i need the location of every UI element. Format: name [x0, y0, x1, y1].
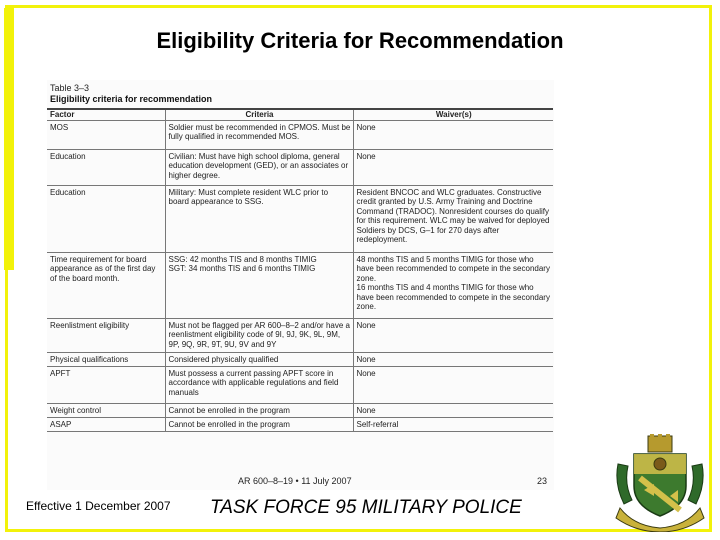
table-row	[47, 149, 553, 185]
cell-factor: Reenlistment eligibility	[47, 318, 165, 352]
cell-factor: Education	[47, 149, 165, 185]
cell-factor: Education	[47, 185, 165, 252]
cell-criteria: Must not be flagged per AR 600–8–2 and/or have a reenlistment eligibility code of 9I, 9J, 9K, 9L, 9M, 9P, 9Q, 9R, 9T, 9U, 9V and 9Y	[165, 318, 353, 352]
cell-criteria: Soldier must be recommended in CPMOS. Must be fully qualified in recommended MOS.	[165, 120, 353, 149]
table-row	[47, 352, 553, 366]
header-waivers: Waiver(s)	[353, 109, 553, 120]
cell-factor: ASAP	[47, 417, 165, 431]
cell-waiver: None	[353, 149, 553, 185]
table-caption: Eligibility criteria for recommendation	[50, 94, 213, 104]
cell-waiver: None	[353, 120, 553, 149]
header-criteria: Criteria	[165, 109, 353, 120]
table-reference: Table 3–3	[50, 83, 90, 93]
table-row	[47, 318, 553, 352]
cell-factor: APFT	[47, 366, 165, 403]
table-header-row	[47, 109, 553, 120]
cell-waiver: None	[353, 366, 553, 403]
cell-factor: Time requirement for board appearance as of the first day of the board month.	[47, 252, 165, 318]
table-row	[47, 403, 553, 417]
cell-factor: Physical qualifications	[47, 352, 165, 366]
effective-date: Effective 1 December 2007	[26, 499, 171, 513]
cell-criteria: Cannot be enrolled in the program	[165, 417, 353, 431]
cell-waiver: Self-referral	[353, 417, 553, 431]
header-factor: Factor	[47, 109, 165, 120]
cell-waiver: None	[353, 403, 553, 417]
cell-criteria: Considered physically qualified	[165, 352, 353, 366]
cell-criteria: Cannot be enrolled in the program	[165, 403, 353, 417]
slide-title: Eligibility Criteria for Recommendation	[156, 28, 564, 53]
page-number: 23	[537, 476, 548, 486]
table-row	[47, 417, 553, 431]
cell-criteria: Civilian: Must have high school diploma, general education development (GED), or an associates or higher degree.	[165, 149, 353, 185]
cell-factor: Weight control	[47, 403, 165, 417]
cell-factor: MOS	[47, 120, 165, 149]
regimental-crest-icon	[614, 434, 706, 532]
footer-organization: TASK FORCE 95 MILITARY POLICE	[210, 497, 522, 518]
criteria-table	[47, 108, 553, 432]
cell-waiver: Resident BNCOC and WLC graduates. Constructive credit granted by U.S. Army Training and Doctrine Command (TRADOC). Nonresident courses do qualify for this requirement. WLC may be waived for deployed Soldiers by DCS, G–1 for 270 days after redeployment.	[353, 185, 553, 252]
cell-criteria: Military: Must complete resident WLC prior to board appearance to SSG.	[165, 185, 353, 252]
table-row	[47, 185, 553, 252]
cell-criteria: SSG: 42 months TIS and 8 months TIMIG SGT: 34 months TIS and 6 months TIMIG	[165, 252, 353, 318]
cell-waiver: None	[353, 352, 553, 366]
cell-criteria: Must possess a current passing APFT score in accordance with applicable regulations and field manuals	[165, 366, 353, 403]
cell-waiver: 48 months TIS and 5 months TIMIG for those who have been recommended to compete in the secondary zone. 16 months TIS and 4 months TIMIG for those who have been recommended to compete in the secondary zone.	[353, 252, 553, 318]
publication-reference: AR 600–8–19 • 11 July 2007	[238, 476, 352, 486]
table-row	[47, 252, 553, 318]
table-row	[47, 120, 553, 149]
cell-waiver: None	[353, 318, 553, 352]
table-row	[47, 366, 553, 403]
